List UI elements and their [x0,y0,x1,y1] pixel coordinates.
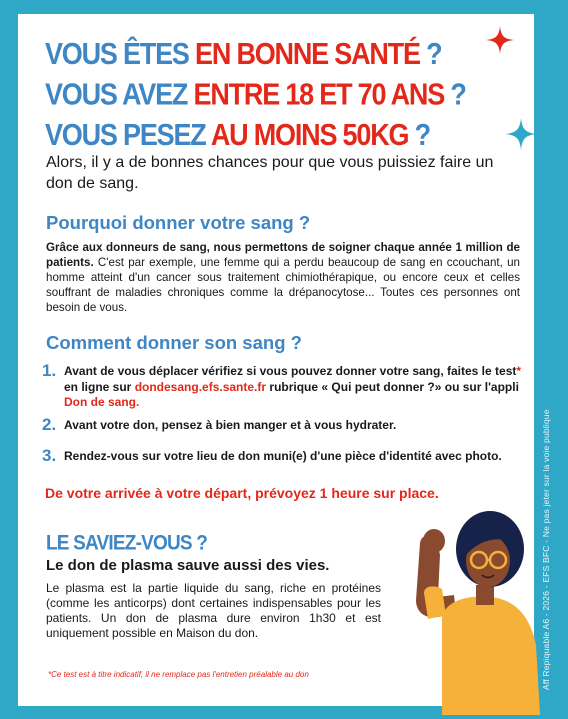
headline-line-3: VOUS PESEZ AU MOINS 50KG ? [45,118,430,152]
woman-illustration [380,505,540,715]
step-2: 2. Avant votre don, pensez à bien manger et à vous hydrater. [42,415,397,434]
footnote: *Ce test est à titre indicatif, il ne remplace pas l'entretien préalable au don [48,670,309,679]
how-title: Comment donner son sang ? [46,332,302,353]
blue-sparkle-icon [505,118,534,150]
plasma-subtitle: Le don de plasma sauve aussi des vies. [46,557,330,574]
app-name: Don de sang. [64,395,140,409]
headline [45,34,466,155]
step-3: 3. Rendez-vous sur votre lieu de don muni(e) d'une pièce d'identité avec photo. [42,446,502,465]
headline-line-2: VOUS AVEZ ENTRE 18 ET 70 ANS ? [45,77,466,112]
plasma-paragraph: Le plasma est la partie liquide du sang, riche en protéines (comme les anticorps) dont certaines indispensables pour les patients. Un don de plasma dure environ 1h30 et est uniquement possible en Maison du don. [46,581,381,640]
why-title: Pourquoi donner votre sang ? [46,212,311,233]
why-paragraph: Grâce aux donneurs de sang, nous permettons de soigner chaque année 1 million de patients. C'est par exemple, une femme qui a perdu beaucoup de sang en ccouchant, un homme atteint d'un cancer sous traitement chimiothérapique, ou encore ceux et celles souffrant de maladies chroniques comme la drépanocytose... Toutes ces personnes ont besoin de vous. [46,241,520,314]
headline-line-1: VOUS ÊTES EN BONNE SANTÉ ? [45,37,442,71]
callout-text: De votre arrivée à votre départ, prévoyez 1 heure sur place. [45,485,439,501]
intro-text: Alors, il y a de bonnes chances pour que vous puissiez faire un don de sang. [46,154,494,192]
efs-website-link[interactable]: dondesang.efs.sante.fr [134,379,267,394]
vertical-legal-text: Aff Repiquable A6 - 2026 - EFS BFC - Ne pas jeter sur la voie publique [541,409,551,690]
saviez-title: LE SAVIEZ-VOUS ? [46,532,208,556]
red-sparkle-icon [486,26,514,54]
step-1: 1. Avant de vous déplacer vérifiez si vous pouvez donner votre sang, faites le test* en ligne sur dondesang.efs.sante.fr rubrique « Qui peut donner ?» ou sur l'appli Don de sang. [42,361,522,409]
